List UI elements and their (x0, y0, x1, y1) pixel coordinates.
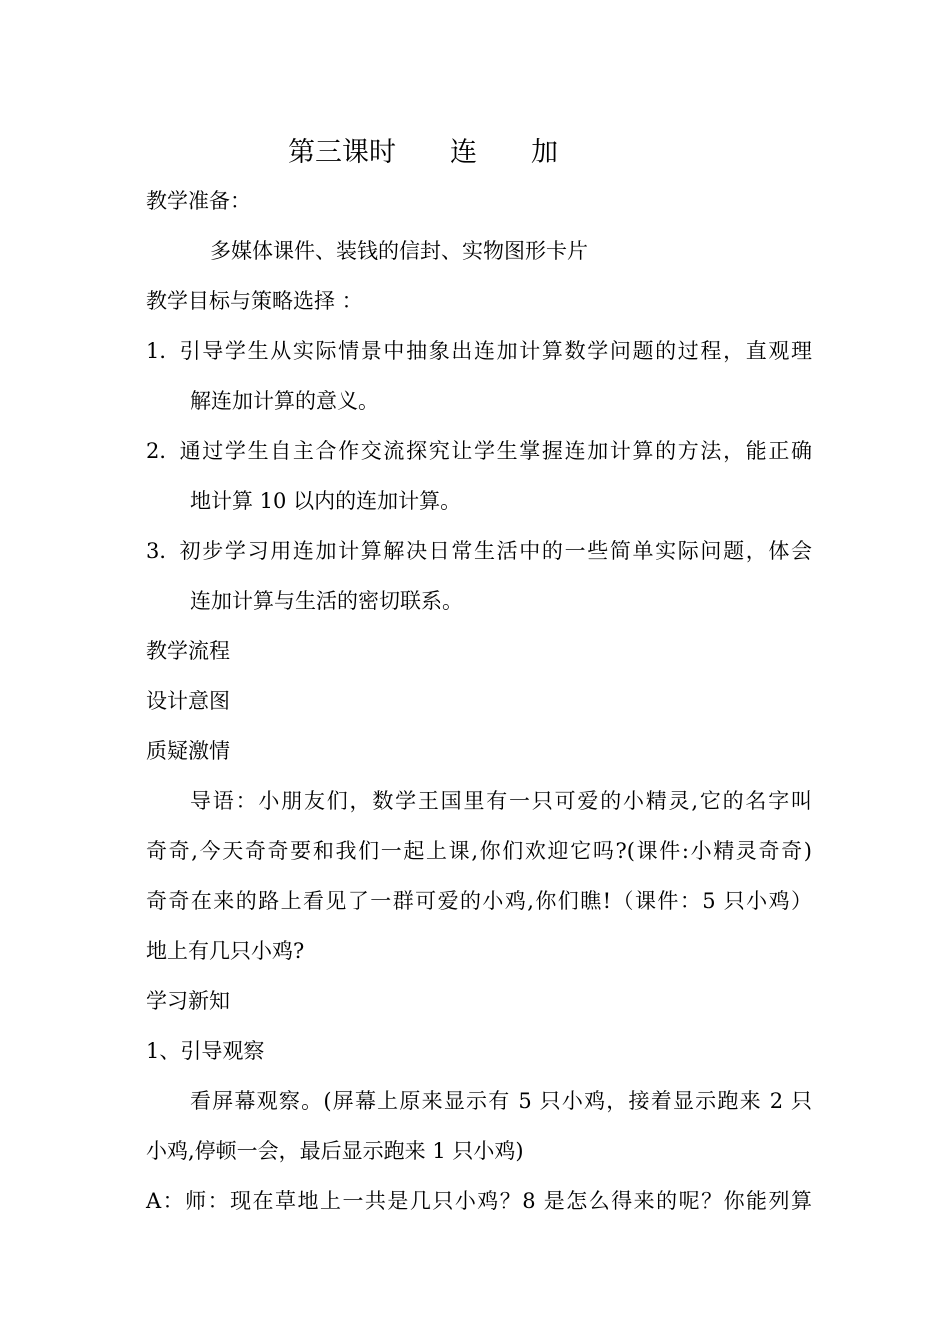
goal-item-1-continuation: 解连加计算的意义。 (190, 389, 379, 413)
process-heading: 教学流程 (146, 639, 230, 663)
goal-item-3 (146, 538, 812, 564)
teacher-question-line: A：师：现在草地上一共是几只小鸡？8 是怎么得来的呢？你能列算 (146, 1189, 812, 1213)
section-heading-new-knowledge: 学习新知 (146, 989, 230, 1013)
goal-number: 1． (146, 339, 181, 363)
intro-line-2: 奇奇,今天奇奇要和我们一起上课,你们欢迎它吗?(课件:小精灵奇奇) (146, 839, 812, 863)
goal-item-2-continuation: 地计算 10 以内的连加计算。 (190, 489, 462, 513)
observe-line-1: 看屏幕观察。(屏幕上原来显示有 5 只小鸡，接着显示跑来 2 只 (190, 1089, 812, 1113)
design-heading: 设计意图 (146, 689, 230, 713)
observe-line-2: 小鸡,停顿一会，最后显示跑来 1 只小鸡) (146, 1139, 524, 1163)
intro-line-1: 导语：小朋友们，数学王国里有一只可爱的小精灵,它的名字叫 (190, 789, 812, 813)
goal-text: 引导学生从实际情景中抽象出连加计算数学问题的过程，直观理 (178, 339, 812, 363)
goal-text: 通过学生自主合作交流探究让学生掌握连加计算的方法，能正确 (178, 439, 812, 463)
goal-text: 初步学习用连加计算解决日常生活中的一些简单实际问题，体会 (178, 539, 812, 563)
goal-number: 3． (146, 539, 181, 563)
lesson-title: 第三课时 连 加 (288, 137, 558, 168)
goal-item-2 (146, 438, 812, 464)
section-heading-questioning: 质疑激情 (146, 739, 230, 763)
prep-heading: 教学准备： (146, 189, 251, 213)
goal-number: 2． (146, 439, 181, 463)
goal-item-3-continuation: 连加计算与生活的密切联系。 (190, 589, 463, 613)
intro-line-4: 地上有几只小鸡? (146, 939, 305, 963)
goals-heading: 教学目标与策略选择 ： (146, 289, 363, 313)
prep-content: 多媒体课件、装钱的信封、实物图形卡片 (210, 239, 588, 263)
step-heading-observe: 1、引导观察 (146, 1039, 265, 1063)
goal-item-1 (146, 338, 812, 364)
intro-line-3: 奇奇在来的路上看见了一群可爱的小鸡,你们瞧!（课件：5 只小鸡） (146, 889, 812, 913)
